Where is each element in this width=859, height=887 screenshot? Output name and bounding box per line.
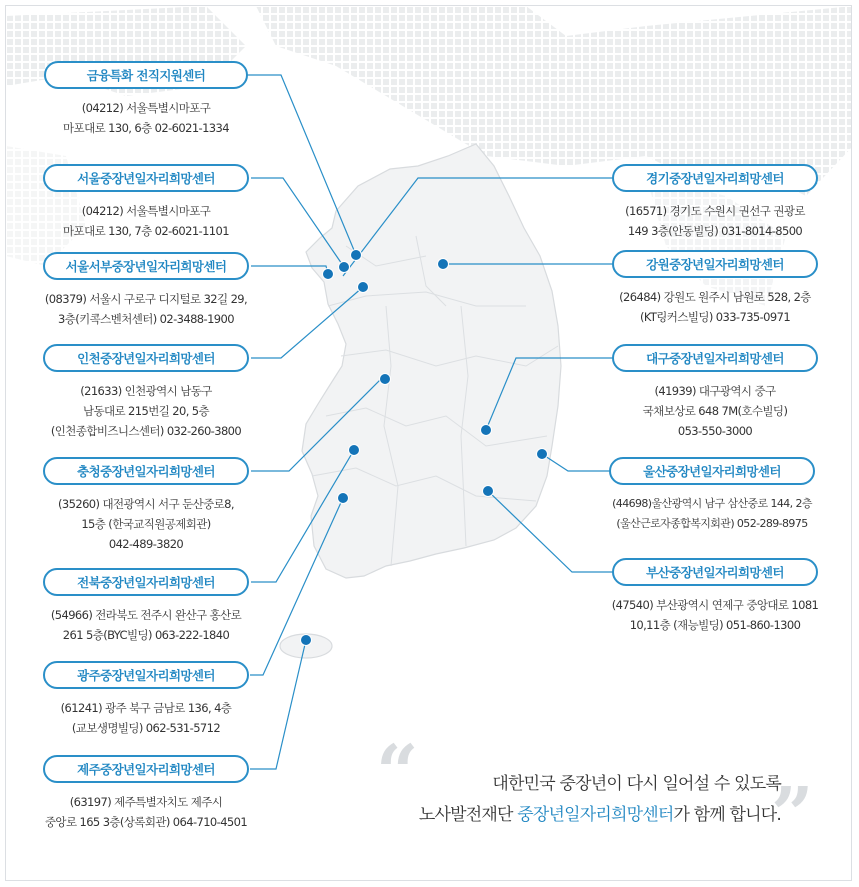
center-seoul-west <box>8 252 284 329</box>
close-quote-icon: ” <box>771 772 814 858</box>
open-quote-icon: “ <box>376 730 419 816</box>
center-address: (61241) 광주 북구 금남로 136, 4층 (교보생명빌딩) 062-531-5712 <box>60 701 232 735</box>
center-name-pill[interactable]: 대구중장년일자리희망센터 <box>612 344 818 372</box>
center-ulsan <box>572 457 852 534</box>
center-incheon <box>8 344 284 441</box>
center-gangwon <box>580 250 850 327</box>
center-address: (21633) 인천광역시 남동구 남동대로 215번길 20, 5층 (인천종합비즈니스센터) 032-260-3800 <box>50 384 242 438</box>
marker-busan <box>483 486 494 497</box>
center-name-pill[interactable]: 강원중장년일자리희망센터 <box>612 250 818 278</box>
marker-seoul-west <box>323 269 334 280</box>
marker-seoul <box>339 262 350 273</box>
center-daegu <box>580 344 850 441</box>
center-address: (54966) 전라북도 전주시 완산구 홍산로 261 5층(BYC빌딩) 063-222-1840 <box>50 608 242 642</box>
center-address: (08379) 서울시 구로구 디지털로 32길 29, 3층(키콕스벤처센터) 02-3488-1900 <box>44 292 248 326</box>
marker-gwangju <box>338 493 349 504</box>
center-address: (04212) 서울특별시마포구 마포대로 130, 6층 02-6021-1334 <box>63 101 229 135</box>
center-name-pill[interactable]: 서울서부중장년일자리희망센터 <box>43 252 249 280</box>
center-address: (26484) 강원도 원주시 남원로 528, 2층 (KT링커스빌딩) 033-735-0971 <box>619 290 811 324</box>
center-busan <box>578 558 852 635</box>
center-seoul <box>16 164 276 241</box>
slogan-line-1: 대한민국 중장년이 다시 일어설 수 있도록 <box>492 774 781 794</box>
marker-jeonbuk <box>349 445 360 456</box>
center-address: (35260) 대전광역시 서구 둔산중로8, 15층 (한국교직원공제회관) 042-489-3820 <box>58 497 234 551</box>
marker-chungcheong <box>380 374 391 385</box>
center-gyeonggi <box>580 164 850 241</box>
center-name-pill[interactable]: 울산중장년일자리희망센터 <box>609 457 815 485</box>
slogan-highlight: 중장년일자리희망센터 <box>517 805 674 825</box>
marker-gangwon <box>438 259 449 270</box>
center-name-pill[interactable]: 제주중장년일자리희망센터 <box>43 755 249 783</box>
center-finance <box>16 61 276 138</box>
center-address: (41939) 대구광역시 중구 국채보상로 648 7M(호수빌딩) 053-550-3000 <box>642 384 788 438</box>
center-name-pill[interactable]: 광주중장년일자리희망센터 <box>43 661 249 689</box>
center-name-pill[interactable]: 서울중장년일자리희망센터 <box>43 164 249 192</box>
center-jeju <box>8 755 284 832</box>
center-address: (44698)울산광역시 남구 삼산중로 144, 2층 (울산근로자종합복지회관) 052-289-8975 <box>612 497 812 530</box>
center-name-pill[interactable]: 금융특화 전직지원센터 <box>44 61 248 89</box>
slogan <box>351 769 781 831</box>
marker-jeju <box>301 635 312 646</box>
center-address: (04212) 서울특별시마포구 마포대로 130, 7층 02-6021-1101 <box>63 204 229 238</box>
center-name-pill[interactable]: 전북중장년일자리희망센터 <box>43 568 249 596</box>
peninsula-shape <box>280 144 561 658</box>
marker-daegu <box>481 425 492 436</box>
map-panel <box>5 5 852 881</box>
center-name-pill[interactable]: 경기중장년일자리희망센터 <box>612 164 818 192</box>
slogan-line-2: 노사발전재단 중장년일자리희망센터가 함께 합니다. <box>418 805 781 825</box>
center-name-pill[interactable]: 인천중장년일자리희망센터 <box>43 344 249 372</box>
center-address: (63197) 제주특별자치도 제주시 중앙로 165 3층(상록회관) 064-710-4501 <box>44 795 248 829</box>
marker-gyeonggi <box>358 282 369 293</box>
center-name-pill[interactable]: 부산중장년일자리희망센터 <box>612 558 818 586</box>
center-address: (16571) 경기도 수원시 권선구 권광로 149 3층(안동빌딩) 031-8014-8500 <box>625 204 805 238</box>
marker-ulsan <box>537 449 548 460</box>
center-gwangju <box>8 661 284 738</box>
center-jeonbuk <box>8 568 284 645</box>
marker-finance <box>351 250 362 261</box>
center-chungcheong <box>8 457 284 554</box>
center-name-pill[interactable]: 충청중장년일자리희망센터 <box>43 457 249 485</box>
center-address: (47540) 부산광역시 연제구 중앙대로 1081 10,11층 (재능빌딩) 051-860-1300 <box>611 598 819 632</box>
